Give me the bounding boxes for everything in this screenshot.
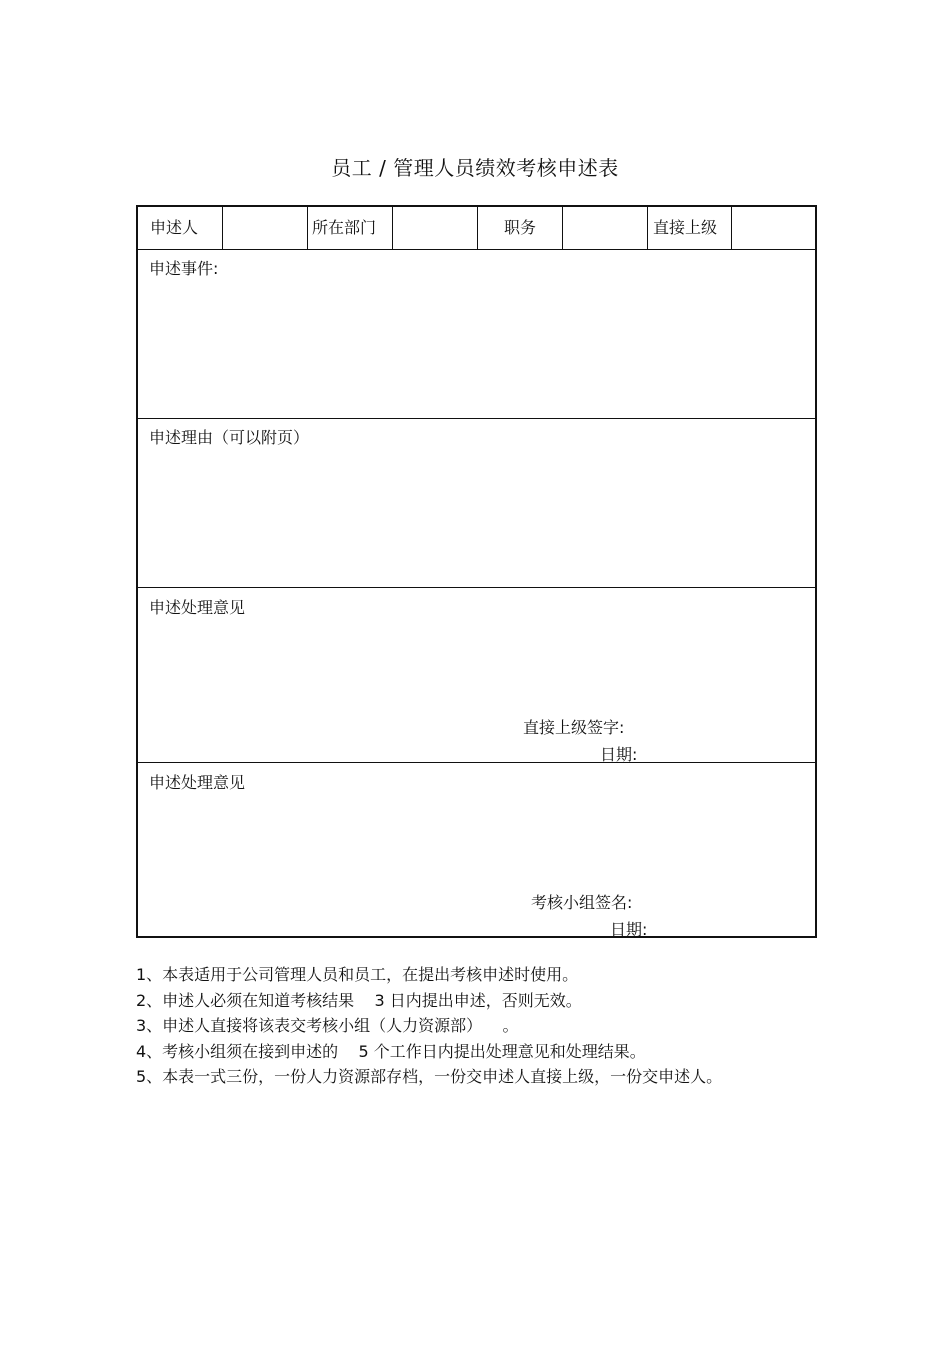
supervisor-label: 直接上级: [648, 207, 732, 249]
reason-label: 申述理由（可以附页）: [149, 428, 310, 447]
department-field[interactable]: [393, 207, 478, 249]
supervisor-opinion-label: 申述处理意见: [149, 598, 246, 617]
position-field[interactable]: [563, 207, 648, 249]
event-section[interactable]: [138, 250, 815, 419]
position-label: 职务: [478, 207, 563, 249]
supervisor-signature-label: 直接上级签字:: [523, 718, 625, 737]
appellant-label: 申述人: [138, 207, 223, 249]
event-label: 申述事件:: [149, 259, 219, 278]
appellant-field[interactable]: [223, 207, 308, 249]
header-row: [138, 207, 815, 250]
note-item: 4、考核小组须在接到申述的 5 个工作日内提出处理意见和处理结果。: [136, 1041, 646, 1061]
note-item: 3、申述人直接将该表交考核小组（人力资源部） 。: [136, 1016, 519, 1035]
committee-signature-label: 考核小组签名:: [531, 893, 633, 912]
supervisor-field[interactable]: [732, 207, 815, 249]
appeal-form: [136, 205, 817, 938]
supervisor-date-label: 日期:: [600, 745, 638, 764]
department-label: 所在部门: [308, 207, 393, 249]
committee-date-label: 日期:: [610, 920, 648, 939]
reason-section[interactable]: [138, 419, 815, 588]
supervisor-opinion-section[interactable]: [138, 588, 815, 763]
form-title: 员工 / 管理人员绩效考核申述表: [331, 156, 619, 180]
committee-opinion-label: 申述处理意见: [149, 773, 246, 792]
committee-opinion-section[interactable]: [138, 763, 815, 939]
notes-list: [136, 962, 856, 1090]
note-item: 1、本表适用于公司管理人员和员工，在提出考核申述时使用。: [136, 965, 579, 984]
note-item: 5、本表一式三份，一份人力资源部存档，一份交申述人直接上级，一份交申述人。: [136, 1067, 723, 1086]
note-item: 2、申述人必须在知道考核结果 3 日内提出申述，否则无效。: [136, 990, 582, 1010]
